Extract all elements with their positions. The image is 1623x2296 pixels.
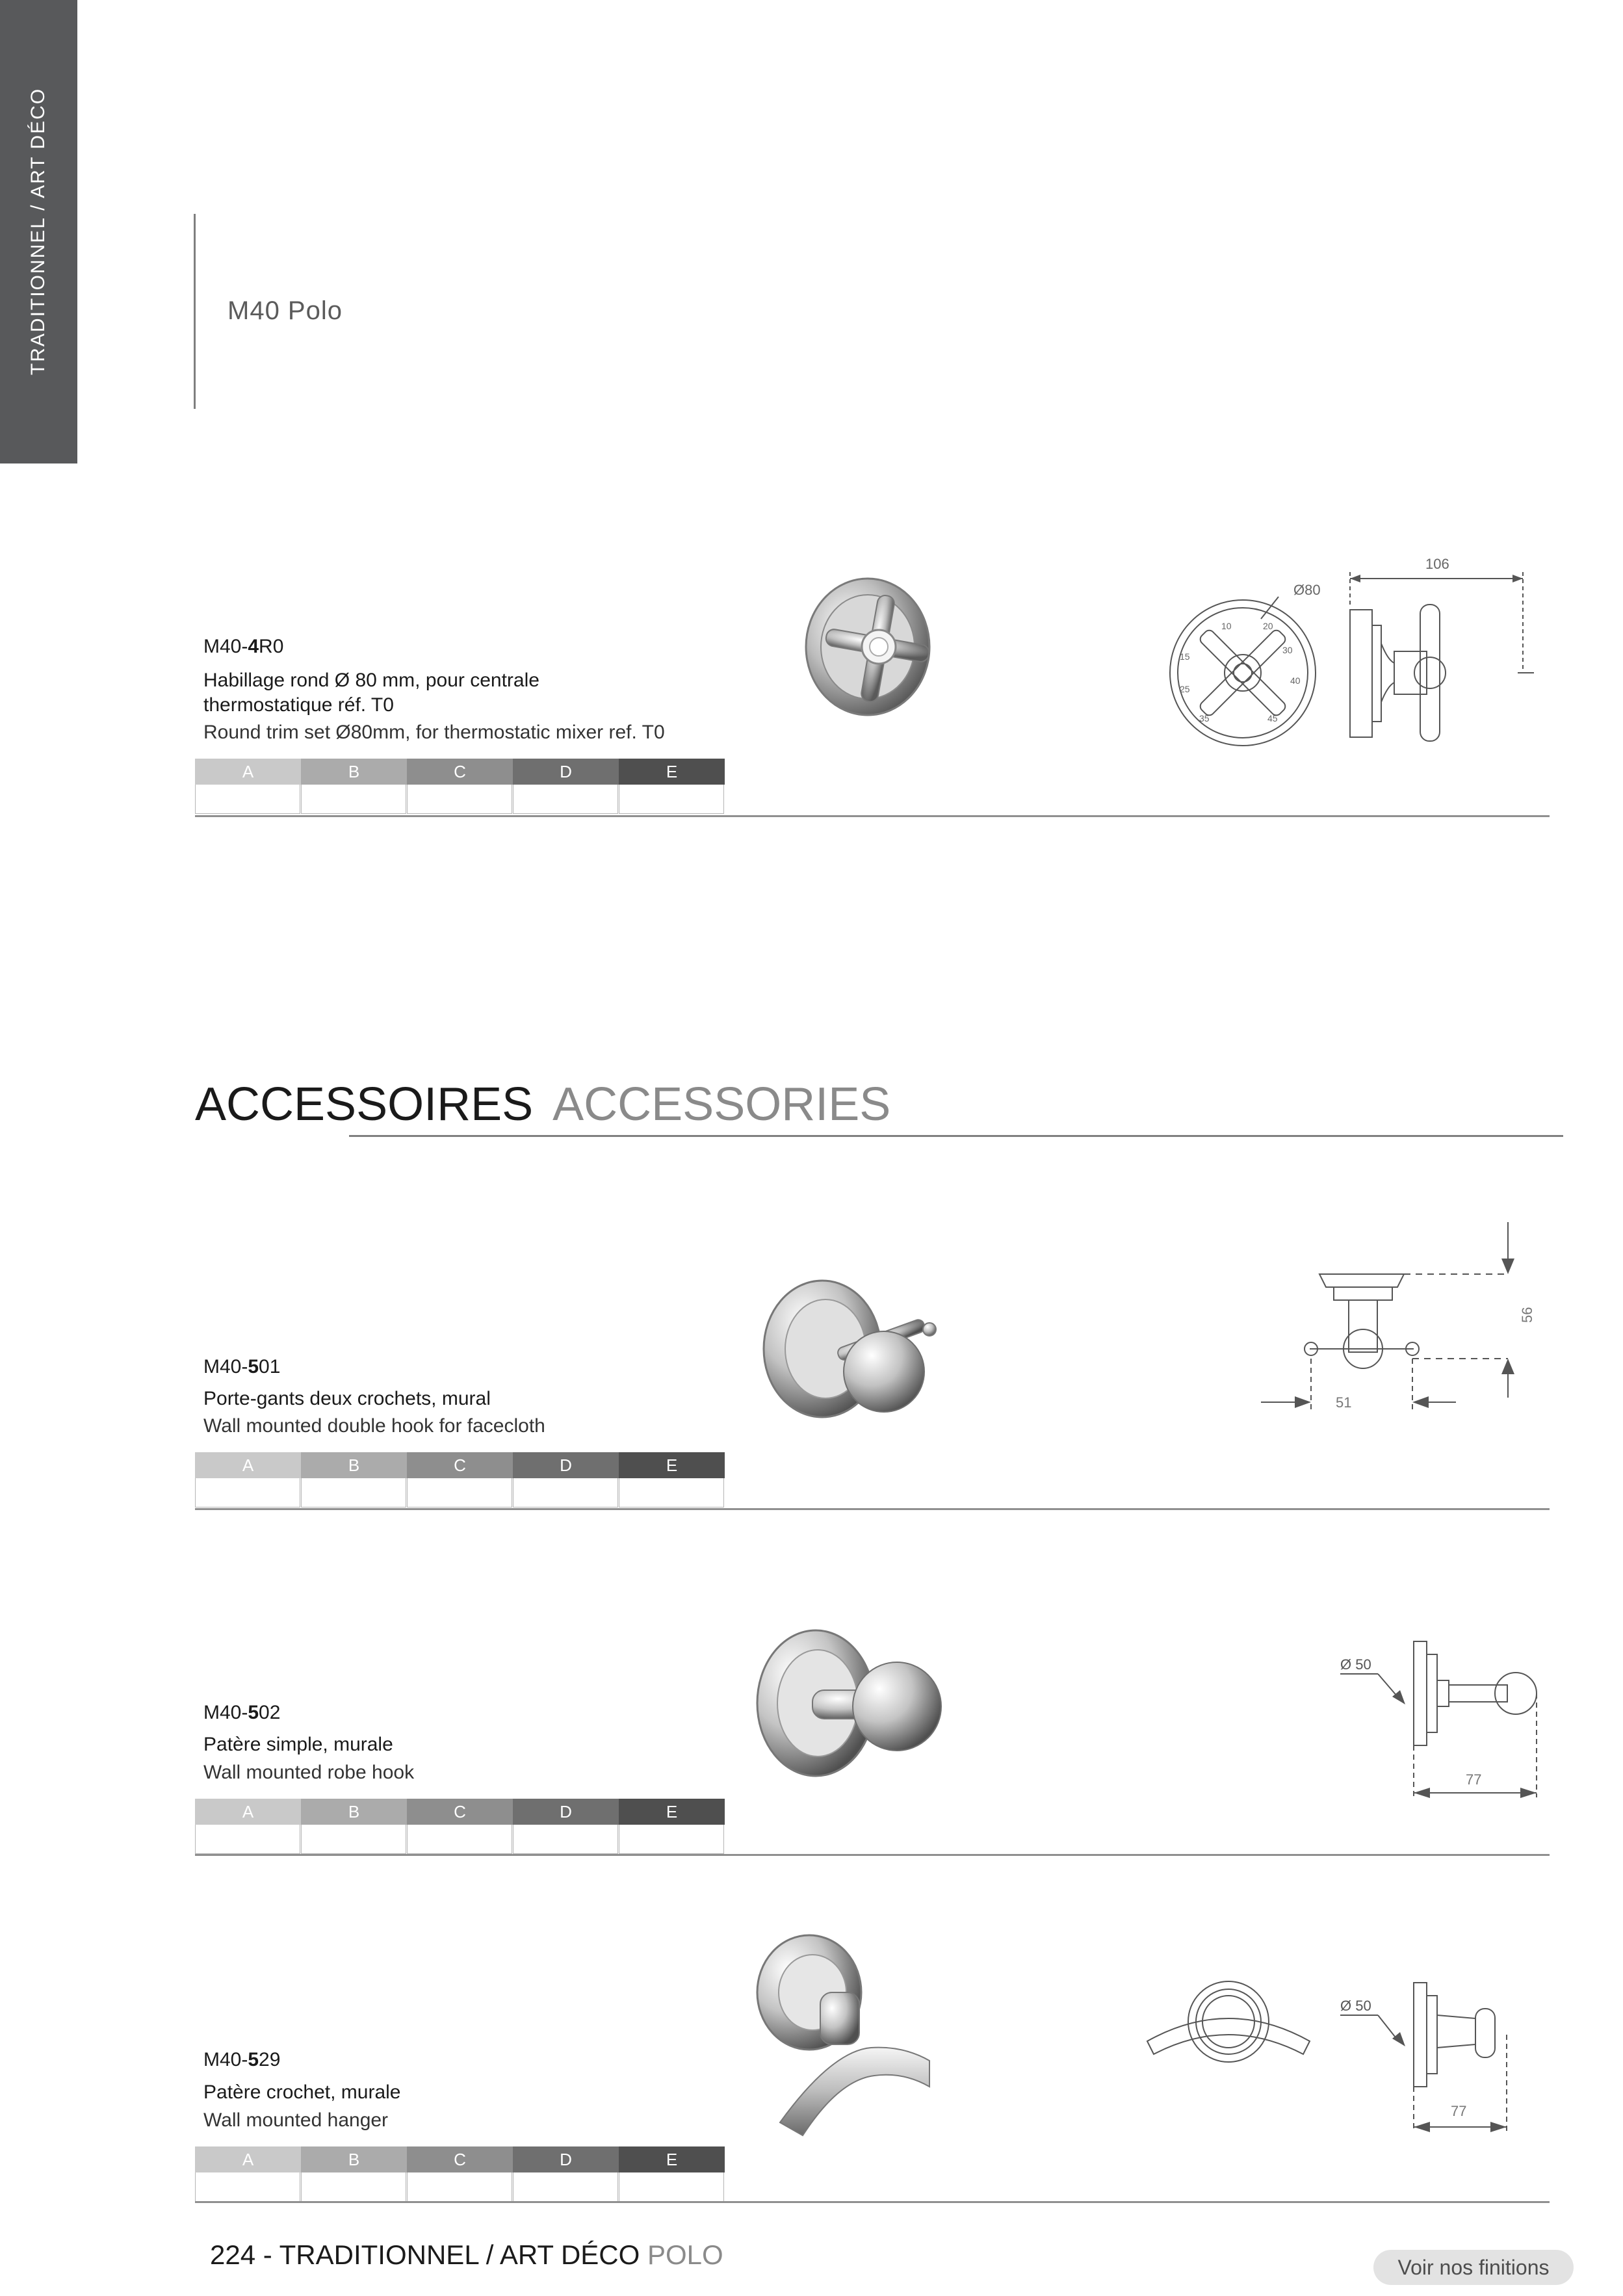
- product-reference: M40-4R0: [203, 636, 284, 657]
- section-title: [195, 1078, 890, 1131]
- diameter-label: Ø80: [1293, 582, 1321, 598]
- finish-cell-b: [301, 1478, 406, 1507]
- product-reference: M40-501: [203, 1356, 281, 1377]
- product-description-en: Round trim set Ø80mm, for thermostatic mixer ref. T0: [203, 722, 665, 743]
- diameter-label: Ø 50: [1340, 1998, 1371, 2014]
- product-description-fr: Habillage rond Ø 80 mm, pour centrale thermostatique réf. T0: [203, 670, 539, 716]
- product-description-en: Wall mounted double hook for facecloth: [203, 1415, 545, 1437]
- page-number: 224: [210, 2239, 256, 2270]
- finish-table: [195, 759, 727, 815]
- dial-mark: 35: [1199, 713, 1210, 724]
- finish-table: [195, 2146, 727, 2203]
- technical-drawing: [1332, 1625, 1560, 1820]
- finish-cell-d: [513, 1478, 618, 1507]
- product-description-en: Wall mounted hanger: [203, 2109, 389, 2131]
- finish-header-a: A: [195, 1452, 301, 1478]
- finish-header-e: E: [619, 2146, 725, 2172]
- dial-mark: 30: [1282, 645, 1293, 655]
- finish-cell-c: [407, 1825, 512, 1854]
- finish-header-a: A: [195, 1799, 301, 1825]
- finish-header-b: B: [301, 1452, 407, 1478]
- finish-header-d: D: [513, 1799, 619, 1825]
- finish-table: [195, 1799, 727, 1855]
- depth-label: 106: [1425, 556, 1449, 572]
- product-reference: M40-502: [203, 1702, 281, 1723]
- finish-cell-b: [301, 1825, 406, 1854]
- header-divider: [194, 214, 196, 409]
- finish-header-c: C: [407, 1452, 513, 1478]
- technical-drawing: [1137, 1957, 1560, 2152]
- side-category-tab: [0, 0, 77, 463]
- finish-header-c: C: [407, 759, 513, 785]
- finish-header-a: A: [195, 2146, 301, 2172]
- finish-table: [195, 1452, 727, 1509]
- dial-mark: 20: [1263, 621, 1273, 631]
- diameter-label: Ø 50: [1340, 1656, 1371, 1673]
- finish-header-c: C: [407, 2146, 513, 2172]
- finish-cell-c: [407, 1478, 512, 1507]
- finish-cell-d: [513, 2172, 618, 2202]
- finish-cell-d: [513, 1825, 618, 1854]
- product-description-en: Wall mounted robe hook: [203, 1762, 415, 1783]
- finish-header-a: A: [195, 759, 301, 785]
- finish-header-e: E: [619, 759, 725, 785]
- finish-cell-e: [619, 1478, 724, 1507]
- finish-cell-a: [195, 1478, 300, 1507]
- side-category-label: TRADITIONNEL / ART DÉCO: [27, 87, 49, 376]
- page-footer: 224 - TRADITIONNEL / ART DÉCO POLO: [210, 2239, 723, 2270]
- finish-cell-c: [407, 785, 512, 814]
- finish-cell-a: [195, 785, 300, 814]
- finish-header-d: D: [513, 1452, 619, 1478]
- product-photo: [734, 1209, 1014, 1489]
- view-finishes-button[interactable]: Voir nos finitions: [1373, 2250, 1574, 2285]
- section-title-fr: ACCESSOIRES: [195, 1078, 534, 1130]
- technical-drawing: [1154, 546, 1557, 761]
- row-divider: [195, 815, 1550, 817]
- footer-category: TRADITIONNEL / ART DÉCO: [279, 2239, 640, 2270]
- dial-mark: 15: [1180, 651, 1190, 662]
- finish-cell-e: [619, 1825, 724, 1854]
- dial-mark: 25: [1180, 684, 1190, 694]
- row-divider: [195, 1854, 1550, 1856]
- row-divider: [195, 1508, 1550, 1510]
- footer-subcategory: POLO: [647, 2239, 723, 2270]
- finish-header-e: E: [619, 1452, 725, 1478]
- row-divider: [195, 2201, 1550, 2203]
- product-photo: [734, 517, 1014, 796]
- finish-header-d: D: [513, 759, 619, 785]
- section-title-en: ACCESSORIES: [552, 1078, 891, 1130]
- finish-cell-d: [513, 785, 618, 814]
- section-divider: [349, 1135, 1563, 1137]
- finish-cell-b: [301, 2172, 406, 2202]
- height-label: 56: [1519, 1307, 1535, 1323]
- finish-header-e: E: [619, 1799, 725, 1825]
- series-title: M40 Polo: [227, 296, 343, 325]
- finish-header-b: B: [301, 759, 407, 785]
- dial-mark: 45: [1267, 713, 1278, 724]
- dial-mark: 40: [1290, 675, 1301, 686]
- product-photo: [734, 1901, 1014, 2181]
- finish-cell-a: [195, 2172, 300, 2202]
- finish-header-b: B: [301, 1799, 407, 1825]
- product-description-fr: Patère simple, murale: [203, 1734, 393, 1755]
- width-label: 51: [1336, 1394, 1352, 1411]
- depth-label: 77: [1466, 1771, 1482, 1788]
- product-description-fr: Porte-gants deux crochets, mural: [203, 1388, 491, 1409]
- finish-cell-c: [407, 2172, 512, 2202]
- finish-cell-a: [195, 1825, 300, 1854]
- product-reference: M40-529: [203, 2049, 281, 2070]
- product-description-fr: Patère crochet, murale: [203, 2081, 401, 2103]
- dial-mark: 10: [1221, 621, 1232, 631]
- technical-drawing: [1248, 1209, 1560, 1456]
- finish-header-c: C: [407, 1799, 513, 1825]
- finish-cell-e: [619, 785, 724, 814]
- finish-header-d: D: [513, 2146, 619, 2172]
- finish-cell-e: [619, 2172, 724, 2202]
- finish-cell-b: [301, 785, 406, 814]
- finish-header-b: B: [301, 2146, 407, 2172]
- product-photo: [734, 1557, 1014, 1836]
- depth-label: 77: [1451, 2103, 1467, 2119]
